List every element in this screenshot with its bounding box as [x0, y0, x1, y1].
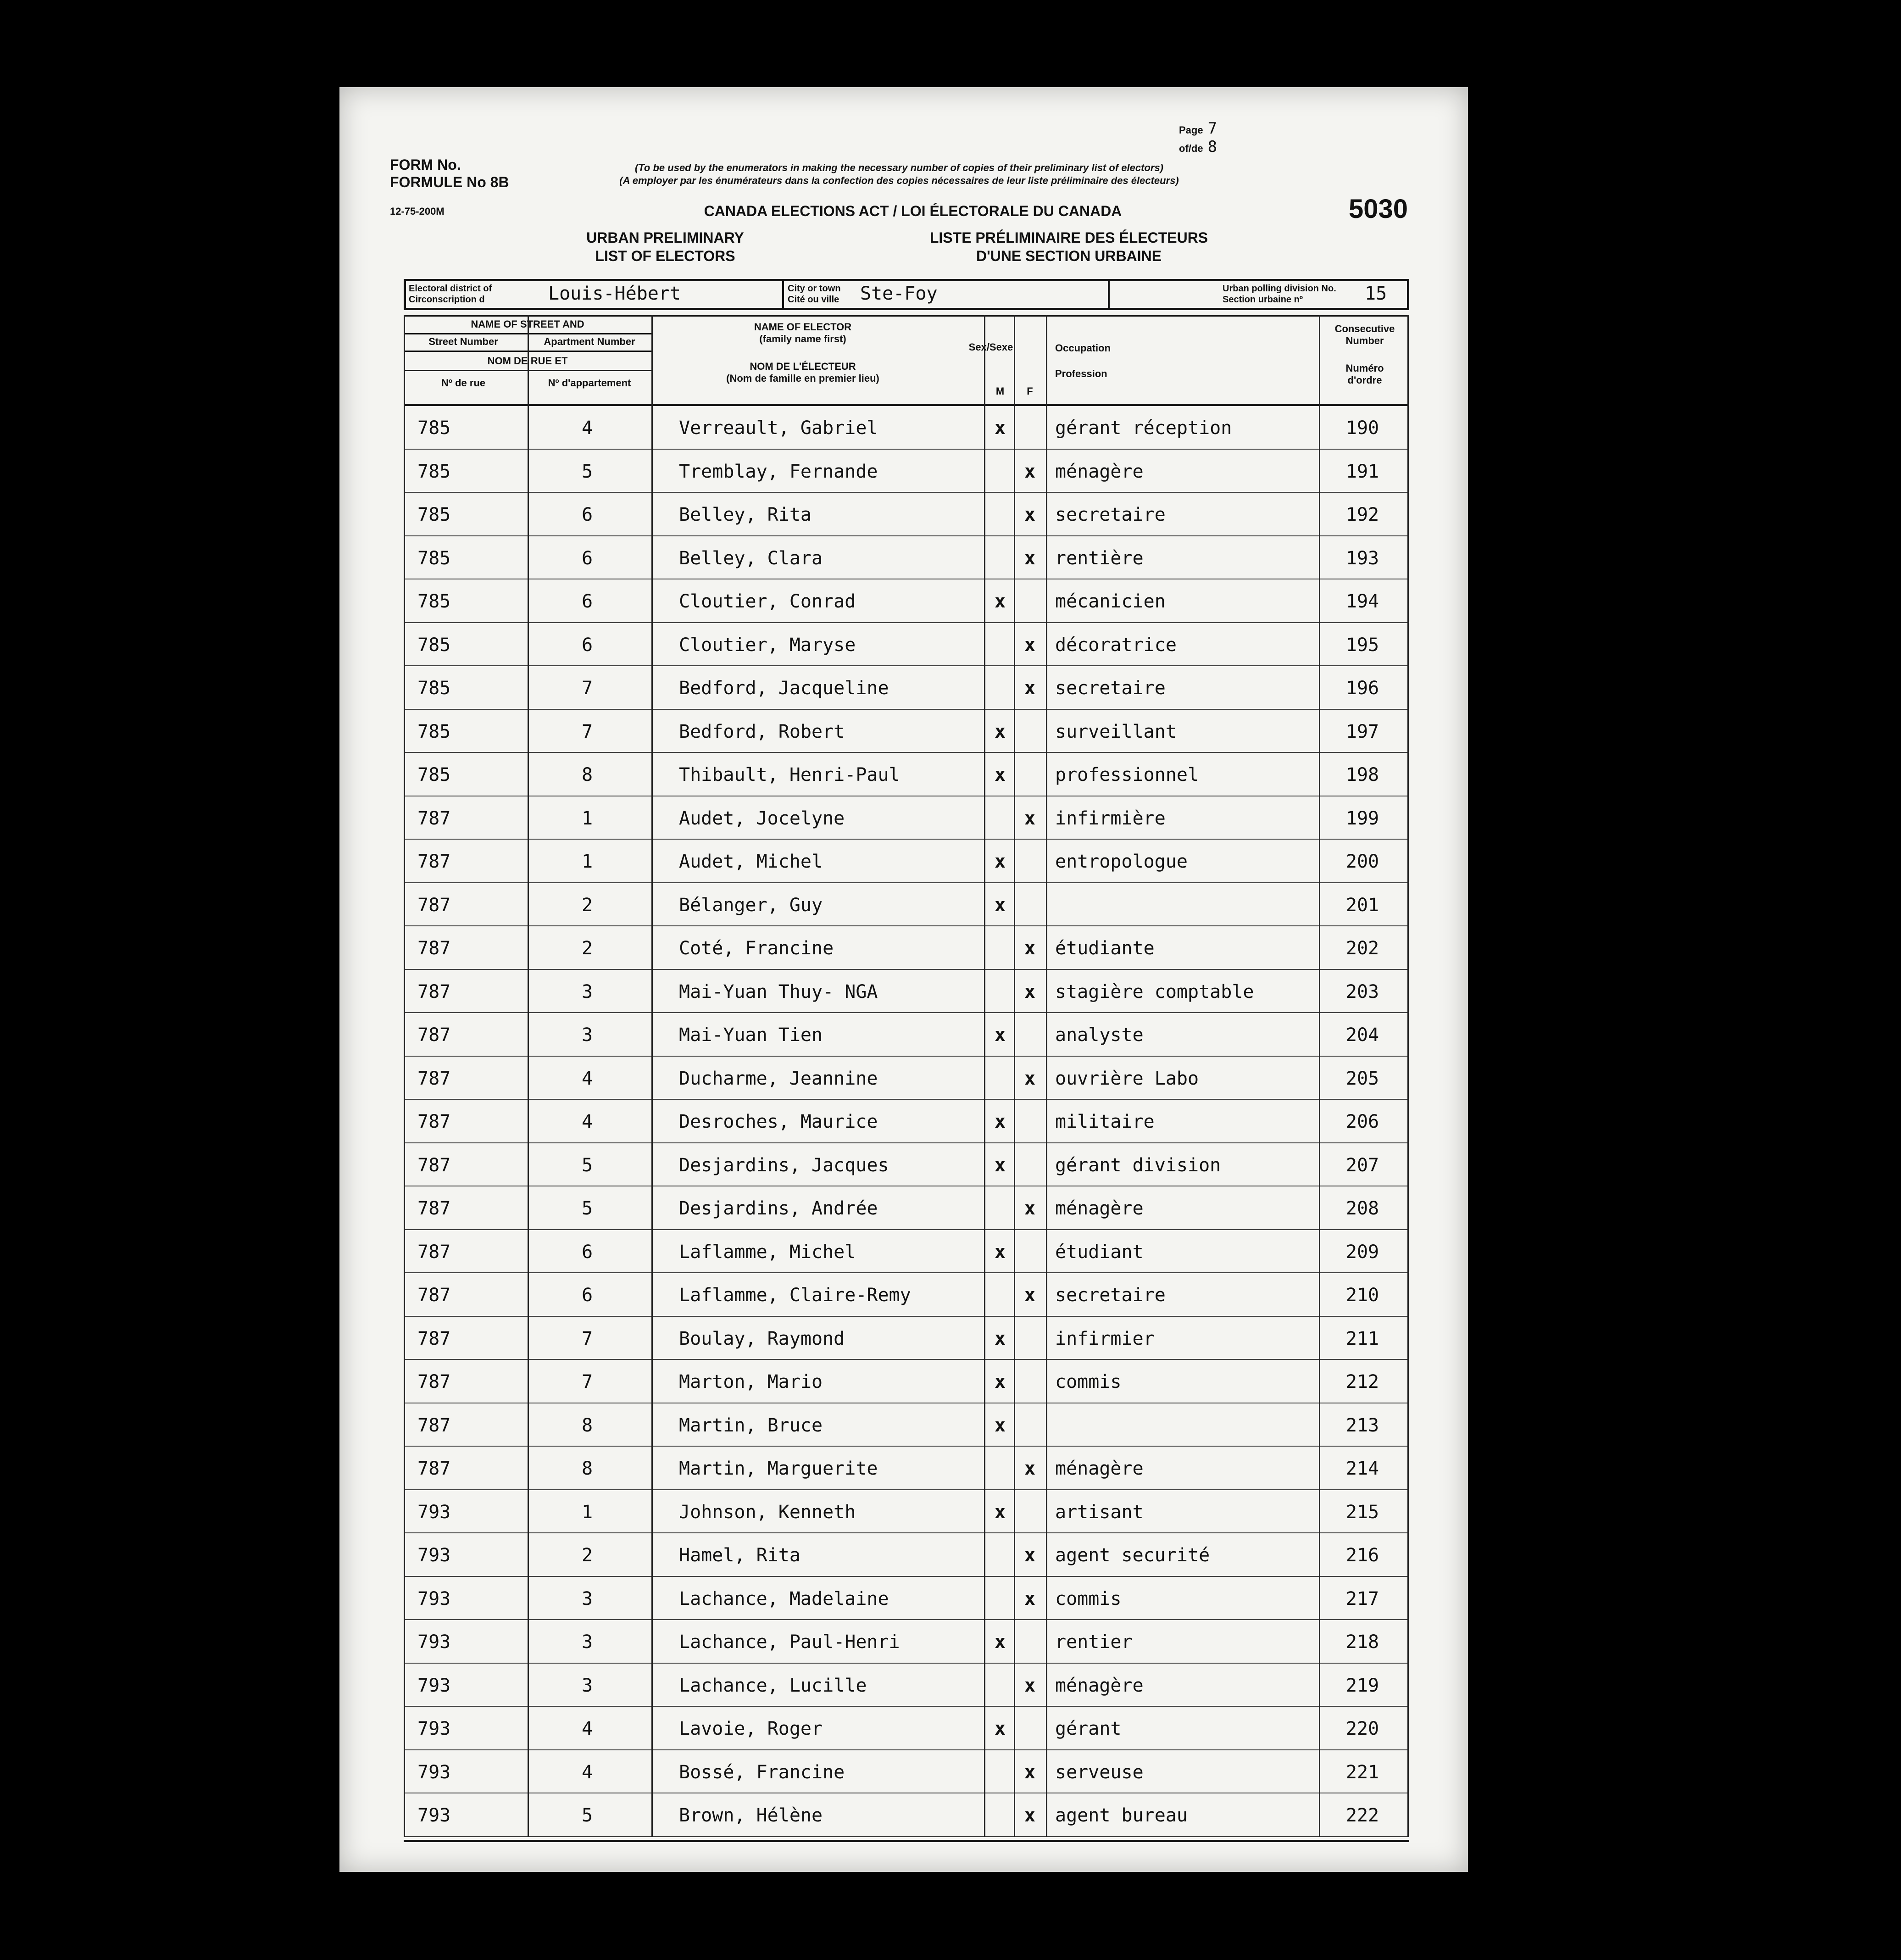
street-number-cell: 787 [417, 1198, 451, 1219]
consecutive-number-cell: 191 [1345, 461, 1379, 482]
street-group-en: NAME OF STREET AND [471, 318, 584, 330]
street-number-cell: 787 [417, 1025, 451, 1046]
sex-female-mark: x [1024, 1761, 1036, 1783]
title-en-line2: LIST OF ELECTORS [595, 248, 735, 264]
table-row [404, 1750, 1409, 1794]
street-number-cell: 793 [417, 1631, 451, 1653]
electors-table [404, 315, 1409, 1837]
occupation-cell: rentier [1055, 1631, 1133, 1653]
page-value: 7 [1207, 119, 1217, 138]
street-number-cell: 785 [417, 547, 451, 569]
street-number-cell: 787 [417, 1414, 451, 1436]
consecutive-header-en [1319, 323, 1411, 347]
elector-name-cell: Audet, Michel [679, 851, 823, 872]
of-value: 8 [1207, 138, 1217, 156]
elector-name-cell: Johnson, Kenneth [679, 1501, 856, 1523]
sex-male-mark: x [994, 1501, 1006, 1523]
elector-name-cell: Desjardins, Andrée [679, 1198, 878, 1219]
consecutive-number-cell: 211 [1345, 1328, 1379, 1349]
street-number-cell: 793 [417, 1718, 451, 1739]
elector-name-cell: Belley, Rita [679, 504, 812, 525]
sex-female-mark: x [1024, 1198, 1036, 1219]
sex-female-mark: x [1024, 1675, 1036, 1696]
elector-name-cell: Martin, Bruce [679, 1414, 823, 1436]
district-value: Louis-Hébert [548, 283, 681, 304]
sex-male-mark: x [994, 764, 1006, 785]
page-label: Page [1179, 124, 1203, 136]
occupation-cell: agent securité [1055, 1545, 1210, 1566]
elector-name-cell: Brown, Hélène [679, 1805, 823, 1826]
elector-name-cell: Bedford, Jacqueline [679, 678, 889, 699]
name-header-en-2: (family name first) [759, 333, 846, 345]
table-row [404, 1100, 1409, 1143]
occupation-cell: infirmière [1055, 807, 1166, 829]
occupation-cell: décoratrice [1055, 634, 1177, 656]
elector-name-cell: Lachance, Paul-Henri [679, 1631, 900, 1653]
elector-name-cell: Boulay, Raymond [679, 1328, 845, 1349]
table-header [404, 315, 1409, 406]
street-number-en: Street Number [428, 336, 498, 347]
occupation-cell: analyste [1055, 1025, 1144, 1046]
sex-male-mark: x [994, 1718, 1006, 1739]
apartment-number-cell: 6 [581, 504, 593, 525]
apartment-number-cell: 7 [581, 1328, 593, 1349]
form-code: 12-75-200M [390, 206, 445, 217]
name-header-en [651, 321, 954, 345]
consecutive-number-cell: 198 [1345, 764, 1379, 785]
table-row [404, 753, 1409, 796]
district-label [409, 283, 492, 305]
apartment-number-cell: 1 [581, 807, 593, 829]
street-number-cell: 787 [417, 807, 451, 829]
apartment-number-cell: 6 [581, 547, 593, 569]
sex-male-mark: x [994, 591, 1006, 612]
consecutive-number-cell: 220 [1345, 1718, 1379, 1739]
street-number-cell: 787 [417, 894, 451, 916]
elector-name-cell: Ducharme, Jeannine [679, 1068, 878, 1089]
street-number-cell: 787 [417, 1371, 451, 1392]
apartment-number-en: Apartment Number [544, 336, 635, 347]
occupation-cell: rentière [1055, 547, 1144, 569]
consecutive-header-en-1: Consecutive [1334, 323, 1395, 334]
district-box [404, 279, 1409, 310]
street-number-cell: 793 [417, 1588, 451, 1609]
apartment-number-cell: 3 [581, 1025, 593, 1046]
elector-name-cell: Bossé, Francine [679, 1761, 845, 1783]
city-label [788, 283, 841, 305]
apartment-number-cell: 2 [581, 894, 593, 916]
apartment-number-cell: 5 [581, 1805, 593, 1826]
occupation-cell: ménagère [1055, 1198, 1144, 1219]
sex-female-mark: x [1024, 461, 1036, 482]
sex-female-mark: x [1024, 634, 1036, 656]
consecutive-number-cell: 217 [1345, 1588, 1379, 1609]
occupation-cell: serveuse [1055, 1761, 1144, 1783]
sex-male-mark: x [994, 1241, 1006, 1263]
consecutive-number-cell: 203 [1345, 981, 1379, 1002]
street-number-cell: 787 [417, 938, 451, 959]
table-row [404, 406, 1409, 450]
street-number-cell: 785 [417, 678, 451, 699]
street-number-cell: 785 [417, 764, 451, 785]
apartment-number-cell: 1 [581, 1501, 593, 1523]
street-number-cell: 785 [417, 721, 451, 742]
street-number-cell: 785 [417, 634, 451, 656]
consecutive-header-fr [1319, 362, 1411, 386]
division-label-en: Urban polling division No. [1223, 284, 1336, 294]
name-header-fr-2: (Nom de famille en premier lieu) [726, 373, 879, 384]
district-label-en: Electoral district of [409, 284, 492, 294]
sex-male-mark: x [994, 1631, 1006, 1653]
consecutive-number-cell: 210 [1345, 1285, 1379, 1306]
elector-name-cell: Mai-Yuan Tien [679, 1025, 823, 1046]
consecutive-number-cell: 209 [1345, 1241, 1379, 1263]
occupation-cell: secretaire [1055, 678, 1166, 699]
sex-male-mark: x [994, 1111, 1006, 1132]
occupation-cell: ménagère [1055, 1675, 1144, 1696]
table-row [404, 1186, 1409, 1230]
table-row [404, 1793, 1409, 1837]
street-number-cell: 787 [417, 981, 451, 1002]
page-indicator [1179, 120, 1217, 157]
apartment-number-cell: 2 [581, 938, 593, 959]
apartment-number-cell: 2 [581, 1545, 593, 1566]
sex-male-mark: x [994, 1025, 1006, 1046]
consecutive-number-cell: 221 [1345, 1761, 1379, 1783]
apartment-number-cell: 3 [581, 1631, 593, 1653]
apartment-number-cell: 6 [581, 634, 593, 656]
street-number-cell: 787 [417, 1328, 451, 1349]
elector-name-cell: Desjardins, Jacques [679, 1154, 889, 1176]
sex-female-mark: x [1024, 938, 1036, 959]
table-row [404, 1403, 1409, 1447]
form-label [390, 156, 509, 191]
sex-male-mark: x [994, 1328, 1006, 1349]
occupation-cell: secretaire [1055, 504, 1166, 525]
apartment-number-cell: 5 [581, 1198, 593, 1219]
consecutive-number-cell: 202 [1345, 938, 1379, 959]
table-row [404, 710, 1409, 753]
consecutive-number-cell: 219 [1345, 1675, 1379, 1696]
apartment-number-cell: 7 [581, 721, 593, 742]
sex-male-mark: x [994, 851, 1006, 872]
sex-male-mark: x [994, 721, 1006, 742]
consecutive-number-cell: 190 [1345, 418, 1379, 439]
elector-name-cell: Bélanger, Guy [679, 894, 823, 916]
occupation-cell: professionnel [1055, 764, 1199, 785]
consecutive-number-cell: 201 [1345, 894, 1379, 916]
apartment-number-cell: 5 [581, 1154, 593, 1176]
apartment-number-cell: 3 [581, 1675, 593, 1696]
sex-female-mark: x [1024, 504, 1036, 525]
form-label-en: FORM No. [390, 156, 461, 173]
sex-male-mark: x [994, 418, 1006, 439]
table-row [404, 926, 1409, 970]
occupation-cell: gérant réception [1055, 418, 1232, 439]
elector-name-cell: Bedford, Robert [679, 721, 845, 742]
consecutive-number-cell: 194 [1345, 591, 1379, 612]
of-label: of/de [1179, 143, 1203, 154]
consecutive-number-cell: 212 [1345, 1371, 1379, 1392]
consecutive-number-cell: 192 [1345, 504, 1379, 525]
table-row [404, 579, 1409, 623]
occupation-cell: gérant [1055, 1718, 1122, 1739]
elector-name-cell: Laflamme, Michel [679, 1241, 856, 1263]
table-row [404, 493, 1409, 536]
elector-name-cell: Cloutier, Maryse [679, 634, 856, 656]
consecutive-header-fr-2: d'ordre [1347, 374, 1382, 386]
profession-header: Profession [1055, 368, 1107, 379]
sex-female-mark: x [1024, 1545, 1036, 1566]
consecutive-number-cell: 200 [1345, 851, 1379, 872]
sex-female-mark: x [1024, 1805, 1036, 1826]
division-label-fr: Section urbaine nº [1223, 295, 1303, 305]
division-value: 15 [1365, 283, 1387, 304]
street-number-fr: Nº de rue [441, 377, 486, 389]
elector-name-cell: Tremblay, Fernande [679, 461, 878, 482]
occupation-cell: artisant [1055, 1501, 1144, 1523]
title-fr-line2: D'UNE SECTION URBAINE [976, 248, 1162, 264]
title-en-line1: URBAN PRELIMINARY [586, 229, 744, 246]
title-fr [881, 228, 1257, 265]
apartment-number-cell: 6 [581, 1241, 593, 1263]
sex-male-mark: x [994, 1371, 1006, 1392]
table-row [404, 796, 1409, 840]
title-en [546, 228, 784, 265]
elector-name-cell: Lachance, Lucille [679, 1675, 867, 1696]
occupation-cell: ouvrière Labo [1055, 1068, 1199, 1089]
instructions [560, 161, 1239, 187]
sex-female-mark: x [1024, 1285, 1036, 1306]
occupation-cell: entropologue [1055, 851, 1188, 872]
street-number-cell: 793 [417, 1805, 451, 1826]
table-row [404, 1490, 1409, 1534]
apartment-number-fr: Nº d'appartement [548, 377, 631, 389]
elector-name-cell: Belley, Clara [679, 547, 823, 569]
consecutive-number-cell: 218 [1345, 1631, 1379, 1653]
apartment-number-cell: 7 [581, 1371, 593, 1392]
table-row [404, 666, 1409, 710]
elector-name-cell: Hamel, Rita [679, 1545, 800, 1566]
sex-female-mark: x [1024, 678, 1036, 699]
table-row [404, 1360, 1409, 1403]
apartment-number-cell: 4 [581, 1111, 593, 1132]
street-number-cell: 793 [417, 1761, 451, 1783]
table-row [404, 450, 1409, 493]
elector-name-cell: Audet, Jocelyne [679, 807, 845, 829]
apartment-number-cell: 7 [581, 678, 593, 699]
consecutive-number-cell: 199 [1345, 807, 1379, 829]
street-number-cell: 785 [417, 504, 451, 525]
elector-name-cell: Desroches, Maurice [679, 1111, 878, 1132]
table-row [404, 1143, 1409, 1187]
apartment-number-cell: 4 [581, 418, 593, 439]
consecutive-number-cell: 196 [1345, 678, 1379, 699]
street-number-cell: 793 [417, 1675, 451, 1696]
table-row [404, 1577, 1409, 1620]
apartment-number-cell: 3 [581, 1588, 593, 1609]
elector-name-cell: Coté, Francine [679, 938, 834, 959]
sex-female-mark: x [1024, 1068, 1036, 1089]
occupation-cell: ménagère [1055, 1458, 1144, 1479]
name-header-en-1: NAME OF ELECTOR [754, 321, 852, 333]
occupation-cell: gérant division [1055, 1154, 1221, 1176]
street-number-cell: 785 [417, 591, 451, 612]
apartment-number-cell: 8 [581, 1458, 593, 1479]
district-label-fr: Circonscription d [409, 295, 485, 305]
table-row [404, 1447, 1409, 1490]
street-number-cell: 787 [417, 1068, 451, 1089]
apartment-number-cell: 8 [581, 764, 593, 785]
occupation-cell: commis [1055, 1588, 1122, 1609]
sex-female-mark: x [1024, 1458, 1036, 1479]
street-number-cell: 793 [417, 1501, 451, 1523]
table-row [404, 1230, 1409, 1274]
table-row [404, 840, 1409, 883]
occupation-cell: infirmier [1055, 1328, 1155, 1349]
street-number-cell: 787 [417, 1458, 451, 1479]
sex-f-header: F [1027, 385, 1033, 397]
name-header-fr-1: NOM DE L'ÉLECTEUR [750, 361, 856, 372]
consecutive-number-cell: 206 [1345, 1111, 1379, 1132]
consecutive-number-cell: 207 [1345, 1154, 1379, 1176]
occupation-header: Occupation [1055, 342, 1111, 354]
table-row [404, 1273, 1409, 1317]
form-sheet [339, 87, 1468, 1872]
street-number-cell: 787 [417, 1111, 451, 1132]
apartment-number-cell: 4 [581, 1761, 593, 1783]
title-fr-line1: LISTE PRÉLIMINAIRE DES ÉLECTEURS [929, 229, 1208, 246]
occupation-cell: stagière comptable [1055, 981, 1254, 1002]
table-row [404, 1317, 1409, 1360]
street-number-cell: 785 [417, 461, 451, 482]
table-row [404, 970, 1409, 1013]
table-row [404, 1057, 1409, 1100]
table-row [404, 536, 1409, 580]
elector-name-cell: Marton, Mario [679, 1371, 823, 1392]
occupation-cell: agent bureau [1055, 1805, 1188, 1826]
table-row [404, 623, 1409, 667]
occupation-cell: secretaire [1055, 1285, 1166, 1306]
consecutive-number-cell: 197 [1345, 721, 1379, 742]
apartment-number-cell: 8 [581, 1414, 593, 1436]
act-title: CANADA ELECTIONS ACT / LOI ÉLECTORALE DU CANADA [704, 203, 1122, 219]
elector-name-cell: Cloutier, Conrad [679, 591, 856, 612]
table-row [404, 1664, 1409, 1707]
elector-name-cell: Verreault, Gabriel [679, 418, 878, 439]
consecutive-number-cell: 193 [1345, 547, 1379, 569]
street-group-fr: NOM DE RUE ET [487, 355, 568, 367]
form-label-fr: FORMULE No 8B [390, 174, 509, 190]
city-label-en: City or town [788, 284, 841, 294]
consecutive-number-cell: 214 [1345, 1458, 1379, 1479]
sex-female-mark: x [1024, 981, 1036, 1002]
city-label-fr: Cité ou ville [788, 295, 839, 305]
elector-name-cell: Mai-Yuan Thuy- NGA [679, 981, 878, 1002]
apartment-number-cell: 3 [581, 981, 593, 1002]
consecutive-number-cell: 204 [1345, 1025, 1379, 1046]
consecutive-number-cell: 208 [1345, 1198, 1379, 1219]
sex-header: Sex/Sexe [968, 341, 1013, 353]
sex-female-mark: x [1024, 807, 1036, 829]
elector-name-cell: Thibault, Henri-Paul [679, 764, 900, 785]
consecutive-number-cell: 205 [1345, 1068, 1379, 1089]
sex-female-mark: x [1024, 547, 1036, 569]
instructions-fr: (A employer par les énumérateurs dans la confection des copies nécessaires de leur liste préliminaire des électeurs) [619, 175, 1179, 186]
sex-male-mark: x [994, 894, 1006, 916]
apartment-number-cell: 4 [581, 1718, 593, 1739]
occupation-cell: étudiant [1055, 1241, 1144, 1263]
apartment-number-cell: 6 [581, 591, 593, 612]
street-number-cell: 785 [417, 418, 451, 439]
name-header-fr [651, 361, 954, 384]
apartment-number-cell: 6 [581, 1285, 593, 1306]
elector-name-cell: Lachance, Madelaine [679, 1588, 889, 1609]
table-row [404, 1620, 1409, 1664]
city-value: Ste-Foy [860, 283, 938, 304]
street-number-cell: 787 [417, 1285, 451, 1306]
consecutive-header-fr-1: Numéro [1345, 362, 1384, 374]
consecutive-number-cell: 195 [1345, 634, 1379, 656]
occupation-cell: commis [1055, 1371, 1122, 1392]
street-number-cell: 787 [417, 1241, 451, 1263]
occupation-cell: mécanicien [1055, 591, 1166, 612]
sex-male-mark: x [994, 1154, 1006, 1176]
street-number-cell: 793 [417, 1545, 451, 1566]
sex-female-mark: x [1024, 1588, 1036, 1609]
table-row [404, 883, 1409, 927]
consecutive-number-cell: 215 [1345, 1501, 1379, 1523]
apartment-number-cell: 5 [581, 461, 593, 482]
consecutive-number-cell: 216 [1345, 1545, 1379, 1566]
occupation-cell: surveillant [1055, 721, 1177, 742]
consecutive-number-cell: 222 [1345, 1805, 1379, 1826]
table-body [404, 406, 1409, 1837]
consecutive-header-en-2: Number [1345, 335, 1384, 346]
elector-name-cell: Lavoie, Roger [679, 1718, 823, 1739]
occupation-cell: ménagère [1055, 461, 1144, 482]
table-row [404, 1533, 1409, 1577]
apartment-number-cell: 1 [581, 851, 593, 872]
elector-name-cell: Martin, Marguerite [679, 1458, 878, 1479]
apartment-number-cell: 4 [581, 1068, 593, 1089]
occupation-cell: étudiante [1055, 938, 1155, 959]
division-label [1223, 283, 1336, 305]
form-number: 5030 [1349, 194, 1408, 224]
elector-name-cell: Laflamme, Claire-Remy [679, 1285, 911, 1306]
street-number-cell: 787 [417, 851, 451, 872]
table-row [404, 1707, 1409, 1750]
sex-male-mark: x [994, 1414, 1006, 1436]
consecutive-number-cell: 213 [1345, 1414, 1379, 1436]
sex-m-header: M [995, 385, 1005, 397]
street-number-cell: 787 [417, 1154, 451, 1176]
instructions-en: (To be used by the enumerators in making the necessary number of copies of their preliminary list of electors) [634, 162, 1164, 173]
occupation-cell: militaire [1055, 1111, 1155, 1132]
table-row [404, 1013, 1409, 1057]
